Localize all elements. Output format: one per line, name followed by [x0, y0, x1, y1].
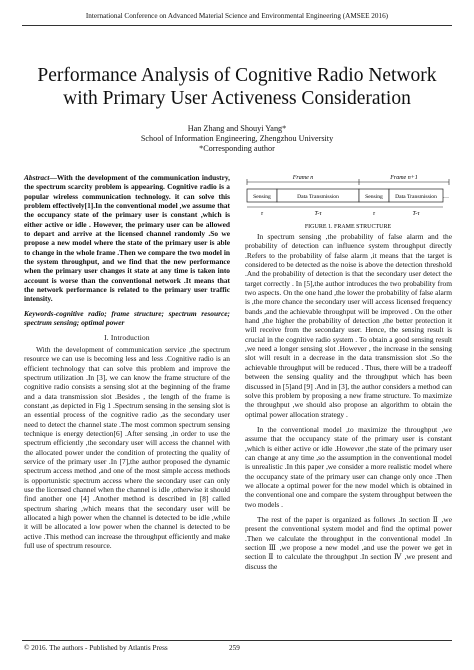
frame-structure-diagram [245, 172, 452, 232]
left-column [24, 173, 230, 550]
keywords: Keywords-cognitive radio; frame structure; spectrum resource; spectrum sensing; optimal power [24, 308, 230, 328]
tau-label-1: τ [260, 211, 264, 217]
svg-text:…: … [443, 194, 449, 200]
right-paragraph-1: In spectrum sensing ,the probability of false alarm and the probability of detection can influence system throughput directly .Refers to the probability of false alarm ,it means that the target is considered to be detected as the noise is above the detection threshold .And the probability of detection is that the secondary user detect the target correctly . In [5],the author introduces the two probability from two aspects. On the one hand ,the lower the probability of false alarm is ,the more chance the secondary user will access licensed frequency bands ,and the achievable throughput will be improved . On the other hand ,the higher the probability of detection ,the better protection it will receive from the secondary user. Hence, the sensing result is crucial in the cognitive radio system . To obtain a good sensing result ,we need a longer sensing slot .However , the increase in the sensing slot will result in a decrease in the data transmission slot .So the achievable throughput will be reduced . Thus, there will be a tradeoff between the sensing quality and the throughput which has been discussed in [5]and [9] .And in [3], the author considers a method can solve this problem by proposing a new frame structure. To maximize the throughput ,we should also propose an algorithm to obtain the optimal power allocation strategy . [245, 232, 452, 419]
frame-n1-label: Frame n+1 [390, 175, 418, 181]
sensing-label-2: Sensing [365, 194, 383, 200]
t-minus-tau-label-2: T-τ [412, 211, 420, 217]
paper-title [20, 64, 454, 110]
sensing-label-1: Sensing [253, 194, 271, 200]
intro-paragraph: With the development of communication service ,the spectrum resource we can use is becoming less and less .Cognitive radio is an efficient technology that can solve this problem and improve the spectrum utilization .In [3], we can know the frame structure of the cognitive radio consists a sensing slot at the beginning of the frame and a data transmission slot .Besides , the length of the frame is constant ,as depicted in Fig 1 .Spectrum sensing in the sensing slot is an essential process of the cognitive radio ,as the secondary user need to detect the channel state .The most common spectrum sensing technique is energy detection[6] .After sensing ,in order to use the spectrum efficiently ,the secondary user will access the channel with the allocated power under the condition of protecting the quality of service of the primary user .In [7],the author proposed the dynamic spectrum access method ,and one of the most simple access methods is opportunistic spectrum access where the secondary user can only use the licensed channel when the channel is idle ,otherwise it should find another one [4] .Another method is described in [8] called spectrum sharing ,which means that the secondary user will be allocated a high power when the channel is detected to be idle ,while it will be allocated a low power when the channel is detected to be active .This method can increase the throughput efficiently and make full use of spectrum resource. [24, 344, 230, 551]
conference-header: International Conference on Advanced Material Science and Environmental Engineering (AMSEE 2016) [85, 12, 389, 20]
right-paragraph-3: The rest of the paper is organized as follows .In section Ⅱ ,we present the conventional system model and find the optimal power .Then we calculate the throughput in the conventional model .In section Ⅲ ,we propose a new model ,and use the power we get in section Ⅱ to calculate the throughput .In section Ⅳ ,we present and discuss the [245, 514, 452, 571]
section-heading-introduction: I. Introduction [104, 332, 150, 342]
abstract-text: —With the development of the communication industry, the spectrum scarcity problem is appearing. Cognitive radio is a popular wireless communication technology. it can solve this problem effectively[1].In the conventional model ,we assume that the occupancy state of the primary user is constant ,which is either active or idle . However, the primary user can be allowed to depart and arrive at the licensed channel randomly .So we propose a new model where the state of the primary user is able to change in the whole frame .Then we compare the two model in the system throughput, and we find that the new performance when the primary user changes it state at any time is taken into account is worse than the conventional network .It means that the network performance is related to the primary user traffic intensity. [24, 173, 230, 304]
right-column [245, 172, 452, 571]
affiliation: School of Information Engineering, Zhengzhou University [140, 134, 334, 143]
tau-label-2: τ [372, 211, 376, 217]
footer-rule [22, 640, 452, 641]
title-line-2: with Primary User Activeness Consideration [63, 88, 411, 109]
t-minus-tau-label-1: T-τ [314, 211, 322, 217]
title-line-1: Performance Analysis of Cognitive Radio Network [37, 65, 437, 86]
frame-structure-figure [245, 172, 452, 232]
author-block [20, 124, 454, 154]
page-number: 259 [229, 644, 240, 652]
author-names: Han Zhang and Shouyi Yang* [187, 124, 287, 133]
abstract-label: Abstract [24, 173, 50, 182]
corresponding-note: *Corresponding author [199, 144, 275, 153]
data-label-1: Data Transmission [297, 194, 339, 200]
right-paragraph-2: In the conventional model ,to maximize the throughput ,we assume that the occupancy state of the primary user is constant ,which is either active or idle .However ,the state of the primary user can change at any time ,so the assumption in the conventional model is unrealistic .In this paper ,we consider a more realistic model where the occupancy state of the primary user can change only once .Then we allocate a optimal power for the new model which is obtained in the conventional one and compare the system throughput between the two models . [245, 424, 452, 509]
header-rule [22, 25, 452, 26]
frame-n-label: Frame n [292, 175, 314, 181]
copyright-text: © 2016. The authors - Published by Atlantis Press [24, 644, 168, 652]
page-footer [24, 644, 452, 652]
figure-caption: FIGURE 1. FRAME STRUCTURE [304, 224, 392, 230]
abstract [24, 173, 230, 304]
data-label-2: Data Transmission [395, 194, 437, 200]
